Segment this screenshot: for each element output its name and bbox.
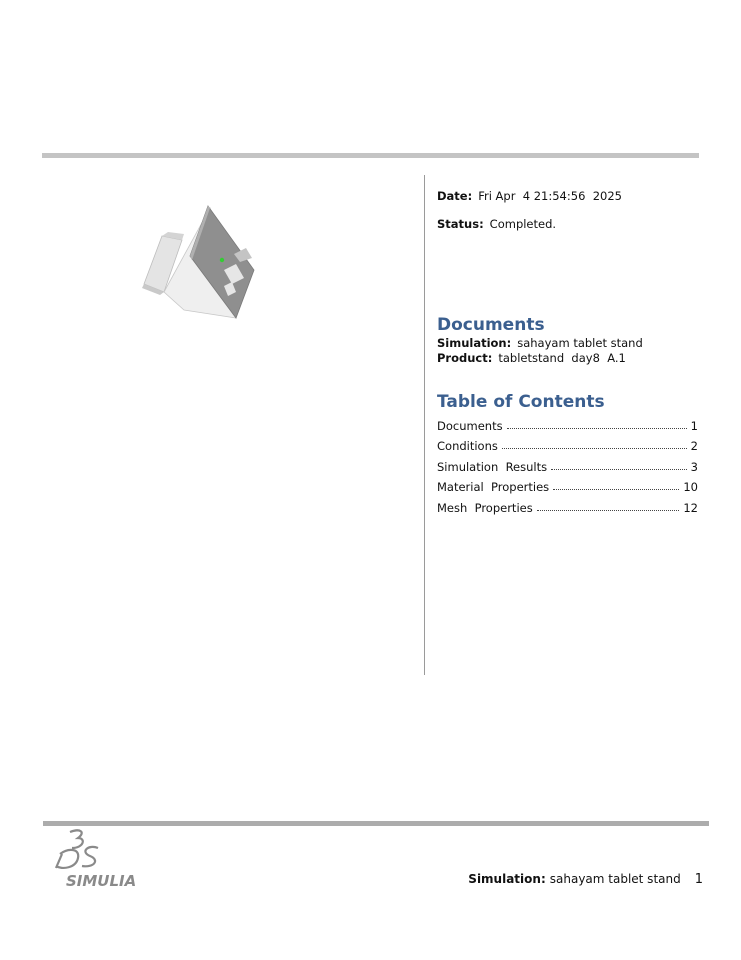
toc-heading: Table of Contents [437,392,605,412]
footer-simulation-label: Simulation: [468,872,546,886]
header-rule [42,153,699,158]
toc-leader-dots [507,428,687,429]
toc-item-label: Material Properties [437,480,550,494]
toc-item-material-properties[interactable] [437,474,698,495]
status-label: Status: [437,217,484,231]
column-divider [424,175,425,675]
documents-product-label: Product: [437,351,493,365]
toc-item-label: Mesh Properties [437,500,533,515]
documents-product-value: tabletstand day8 A.1 [498,351,626,365]
toc-item-page: 12 [683,500,698,515]
date-label: Date: [437,189,473,203]
toc-leader-dots [553,489,679,490]
status-value: Completed. [489,217,557,231]
date-value: Fri Apr 4 21:54:56 2025 [478,189,622,203]
date-row [437,188,622,204]
simulia-logo [50,826,158,890]
model-preview-image [138,200,263,325]
documents-simulation-row [437,335,643,351]
page-footer [468,872,703,887]
toc-item-label: Conditions [437,439,498,453]
toc-leader-dots [502,448,687,449]
toc-item-page: 2 [690,439,698,453]
table-of-contents [437,412,698,515]
toc-item-documents[interactable] [437,412,698,433]
toc-item-mesh-properties[interactable] [437,494,698,515]
toc-item-page: 3 [690,459,698,474]
toc-item-page: 1 [690,418,698,433]
toc-item-page: 10 [683,480,698,494]
footer-simulation-value: sahayam tablet stand [549,872,681,886]
toc-item-label: Documents [437,418,503,433]
toc-leader-dots [537,510,680,511]
toc-item-simulation-results[interactable] [437,453,698,474]
documents-heading: Documents [437,315,545,335]
svg-text:SIMULIA: SIMULIA [66,872,137,890]
page-number: 1 [694,872,703,887]
status-row [437,216,556,232]
toc-leader-dots [551,469,687,470]
documents-simulation-value: sahayam tablet stand [517,336,643,350]
documents-product-row [437,350,626,366]
toc-item-conditions[interactable] [437,433,698,454]
toc-item-label: Simulation Results [437,459,548,474]
documents-simulation-label: Simulation: [437,336,512,350]
